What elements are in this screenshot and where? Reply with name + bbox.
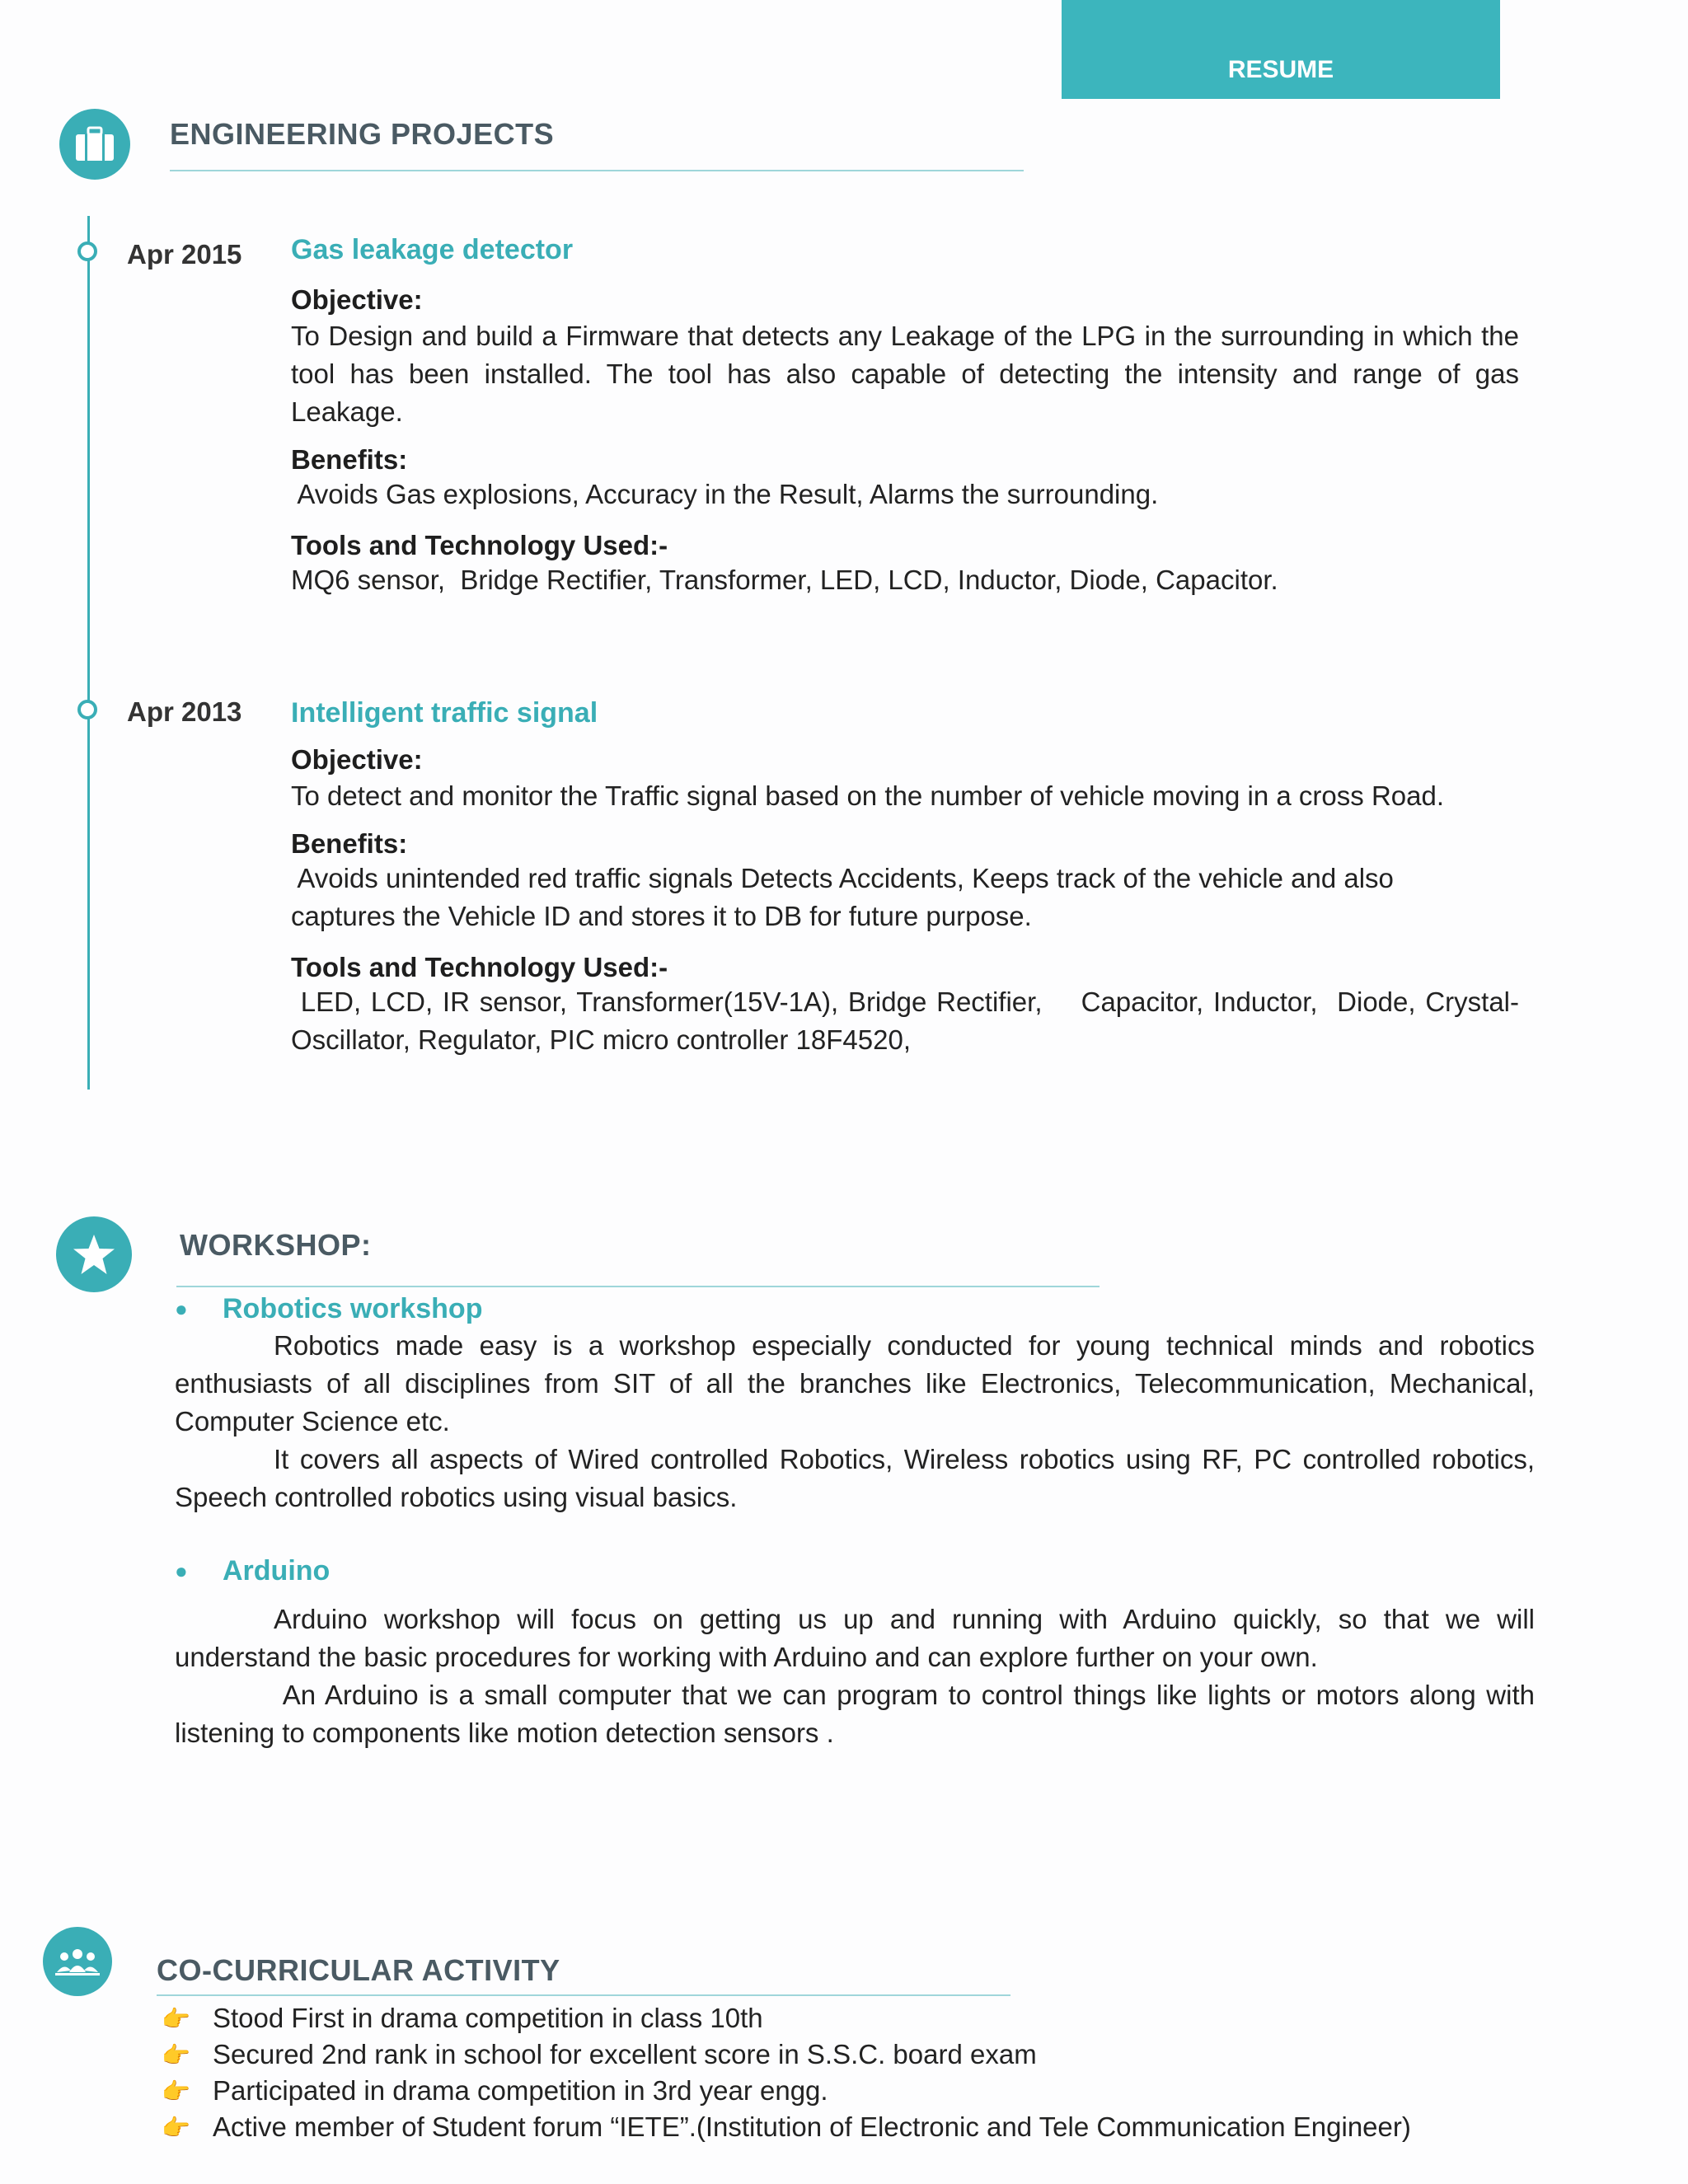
project-body	[291, 284, 1519, 599]
workshop-list	[175, 1291, 1535, 1752]
tools-label: Tools and Technology Used:-	[291, 952, 668, 982]
briefcase-icon	[59, 109, 130, 180]
objective-line: tool has been installed. The tool has also capable of detecting the intensity and range of gas	[291, 359, 1519, 389]
bullet-icon: ●	[175, 1558, 188, 1583]
activity-list	[162, 2000, 1563, 2145]
workshop-line: Computer Science etc.	[175, 1406, 450, 1436]
activity-divider	[157, 1994, 1010, 1996]
workshop-line: It covers all aspects of Wired controlled Robotics, Wireless robotics using RF, PC controlled robotics,	[274, 1444, 1535, 1474]
pointing-hand-icon: 👉	[162, 2114, 190, 2140]
pointing-hand-icon: 👉	[162, 2041, 190, 2068]
projects-section-title: ENGINEERING PROJECTS	[170, 117, 555, 151]
workshop-line: listening to components like motion detection sensors .	[175, 1718, 834, 1748]
star-icon	[56, 1216, 132, 1292]
objective-label: Objective:	[291, 744, 423, 775]
workshop-title: Arduino	[223, 1554, 331, 1586]
timeline-dot	[77, 700, 97, 719]
workshop-line: enthusiasts of all disciplines from SIT of all the branches like Electronics, Telecommunication, Mechanical,	[175, 1368, 1535, 1399]
project-title: Intelligent traffic signal	[291, 697, 598, 729]
benefits-label: Benefits:	[291, 444, 408, 475]
workshop-line: An Arduino is a small computer that we can program to control things like lights or motors along with	[274, 1680, 1535, 1710]
tools-line: Oscillator, Regulator, PIC micro controller 18F4520,	[291, 1024, 911, 1055]
activity-text: Participated in drama competition in 3rd year engg.	[213, 2075, 828, 2106]
activity-text: Active member of Student forum “IETE”.(Institution of Electronic and Tele Communication Engineer)	[213, 2111, 1411, 2142]
tools-line: LED, LCD, IR sensor, Transformer(15V-1A), Bridge Rectifier, Capacitor, Inductor, Diode, Crystal-	[291, 987, 1519, 1017]
pointing-hand-icon: 👉	[162, 2005, 190, 2032]
workshop-line: Robotics made easy is a workshop especially conducted for young technical minds and robotics	[274, 1330, 1535, 1361]
activity-text: Stood First in drama competition in class 10th	[213, 2003, 763, 2033]
resume-tag	[1062, 0, 1500, 99]
project-title: Gas leakage detector	[291, 234, 574, 265]
benefits-line: Avoids unintended red traffic signals Detects Accidents, Keeps track of the vehicle and also	[291, 863, 1394, 893]
benefits-line: Avoids Gas explosions, Accuracy in the Result, Alarms the surrounding.	[291, 479, 1159, 509]
benefits-line: captures the Vehicle ID and stores it to DB for future purpose.	[291, 901, 1032, 931]
workshop-section-title: WORKSHOP:	[180, 1228, 372, 1262]
projects-divider	[170, 170, 1024, 171]
pointing-hand-icon: 👉	[162, 2078, 190, 2104]
timeline-line	[87, 216, 90, 1090]
activity-section-title: CO-CURRICULAR ACTIVITY	[157, 1953, 560, 1987]
workshop-title: Robotics workshop	[223, 1292, 483, 1324]
project-date: Apr 2013	[127, 696, 242, 727]
timeline-dot	[77, 241, 97, 261]
benefits-label: Benefits:	[291, 828, 408, 859]
workshop-item	[175, 1553, 1535, 1752]
list-item	[162, 2073, 1563, 2109]
project-date: Apr 2015	[127, 239, 242, 269]
workshop-line: Speech controlled robotics using visual basics.	[175, 1482, 738, 1512]
bullet-icon: ●	[175, 1296, 188, 1321]
group-icon	[43, 1927, 112, 1996]
objective-line: To detect and monitor the Traffic signal based on the number of vehicle moving in a cross Road.	[291, 780, 1445, 811]
objective-line: Leakage.	[291, 396, 403, 427]
list-item	[162, 2109, 1563, 2145]
tools-label: Tools and Technology Used:-	[291, 530, 668, 560]
resume-tag-label: RESUME	[1227, 56, 1334, 83]
objective-line: To Design and build a Firmware that detects any Leakage of the LPG in the surrounding in which the	[291, 321, 1519, 351]
project-body	[291, 744, 1519, 1059]
list-item	[162, 2036, 1563, 2073]
workshop-item	[175, 1291, 1535, 1516]
workshop-divider	[176, 1286, 1100, 1287]
list-item	[162, 2000, 1563, 2036]
workshop-line: understand the basic procedures for working with Arduino and can explore further on your own.	[175, 1642, 1318, 1672]
tools-line: MQ6 sensor, Bridge Rectifier, Transformer, LED, LCD, Inductor, Diode, Capacitor.	[291, 565, 1278, 595]
objective-label: Objective:	[291, 284, 423, 315]
activity-text: Secured 2nd rank in school for excellent score in S.S.C. board exam	[213, 2039, 1037, 2069]
workshop-line: Arduino workshop will focus on getting us up and running with Arduino quickly, so that we will	[274, 1604, 1535, 1634]
